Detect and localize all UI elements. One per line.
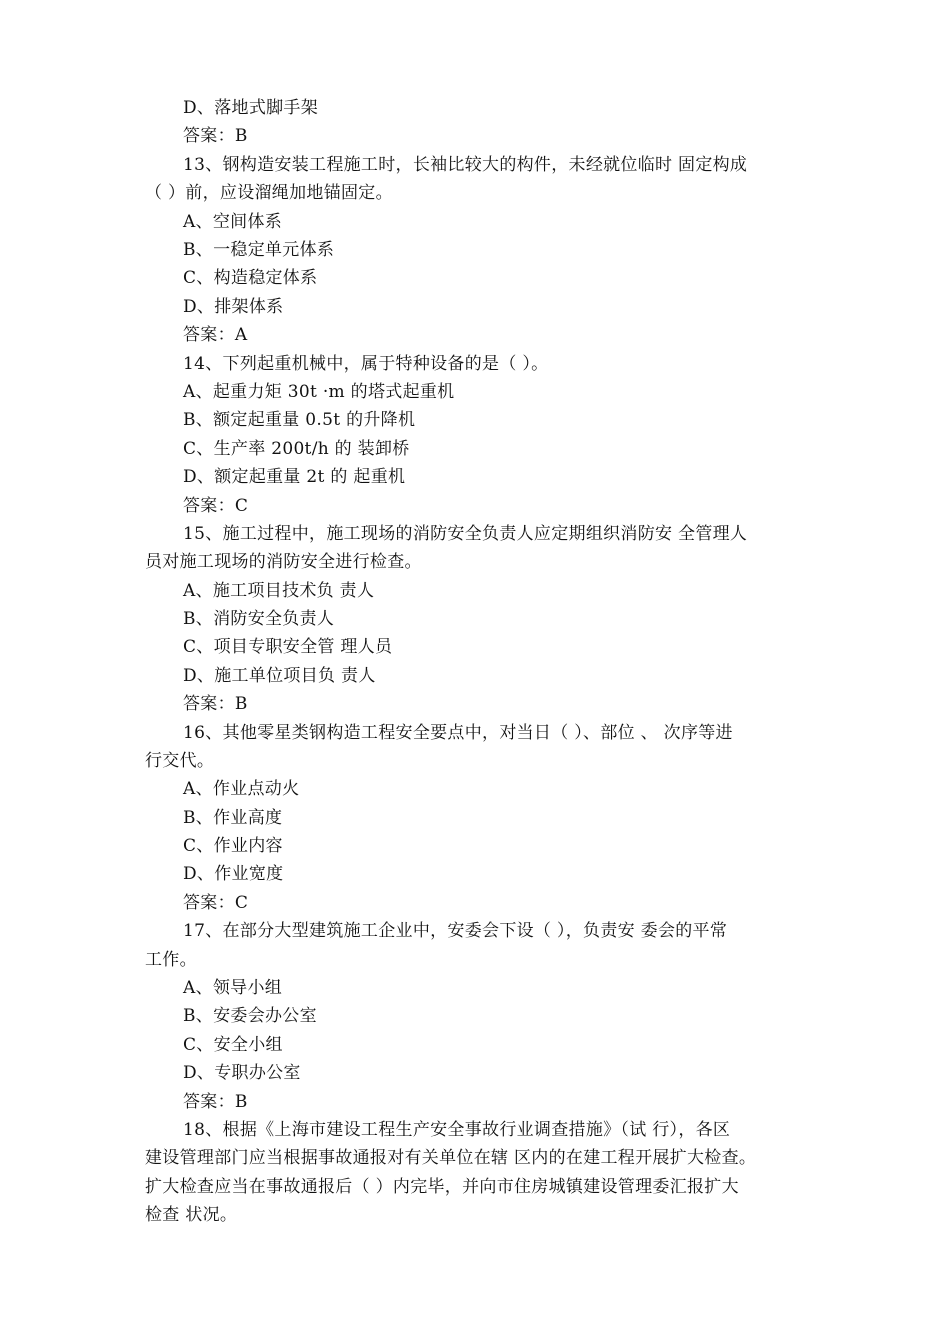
- option-b-q14: B、额定起重量 0.5t 的升降机: [183, 410, 416, 430]
- option-c-q16: C、作业内容: [183, 836, 283, 856]
- option-b-q17: B、安委会办公室: [183, 1006, 317, 1026]
- question-15-line1: 15、施工过程中，施工现场的消防安全负责人应定期组织消防安 全管理人: [183, 524, 748, 544]
- question-18-line2: 建设管理部门应当根据事故通报对有关单位在辖 区内的在建工程开展扩大检查。: [145, 1148, 757, 1168]
- question-16-line2: 行交代。: [145, 751, 215, 771]
- answer-q14: 答案：C: [183, 496, 249, 516]
- question-16-line1: 16、其他零星类钢构造工程安全要点中，对当日（ ）、部位 、 次序等进: [183, 723, 733, 743]
- option-b-q16: B、作业高度: [183, 808, 283, 828]
- option-a-q14: A、起重力矩 30t ·m 的塔式起重机: [183, 382, 455, 402]
- question-18-line4: 检查 状况。: [145, 1205, 238, 1225]
- question-13-line1: 13、钢构造安装工程施工时，长袖比较大的构件，未经就位临时 固定构成: [183, 155, 748, 175]
- option-c-q15: C、项目专职安全管 理人员: [183, 637, 393, 657]
- question-14: 14、下列起重机械中，属于特种设备的是（ ）。: [183, 354, 549, 374]
- option-d-q13: D、排架体系: [183, 297, 284, 317]
- answer-q13: 答案：A: [183, 325, 248, 345]
- option-d-q15: D、施工单位项目负 责人: [183, 666, 376, 686]
- option-a-q15: A、施工项目技术负 责人: [183, 581, 375, 601]
- option-a-q13: A、空间体系: [183, 212, 283, 232]
- question-18-line3: 扩大检查应当在事故通报后（ ）内完毕，并向市住房城镇建设管理委汇报扩大: [145, 1177, 739, 1197]
- question-17-line1: 17、在部分大型建筑施工企业中，安委会下设（ ），负责安 委会的平常: [183, 921, 728, 941]
- option-d-q12: D、落地式脚手架: [183, 98, 319, 118]
- answer-q17: 答案：B: [183, 1092, 248, 1112]
- question-13-line2: （ ）前，应设溜绳加地锚固定。: [145, 183, 393, 203]
- option-a-q16: A、作业点动火: [183, 779, 300, 799]
- question-17-line2: 工作。: [145, 950, 197, 970]
- option-a-q17: A、领导小组: [183, 978, 283, 998]
- option-d-q14: D、额定起重量 2t 的 起重机: [183, 467, 406, 487]
- option-c-q13: C、构造稳定体系: [183, 268, 318, 288]
- question-18-line1: 18、根据《上海市建设工程生产安全事故行业调查措施》（试 行），各区: [183, 1120, 731, 1140]
- option-d-q17: D、专职办公室: [183, 1063, 301, 1083]
- option-c-q14: C、生产率 200t/h 的 装卸桥: [183, 439, 410, 459]
- answer-q12: 答案：B: [183, 126, 248, 146]
- option-b-q13: B、一稳定单元体系: [183, 240, 335, 260]
- option-b-q15: B、消防安全负责人: [183, 609, 335, 629]
- question-15-line2: 员对施工现场的消防安全进行检查。: [145, 552, 422, 572]
- option-c-q17: C、安全小组: [183, 1035, 283, 1055]
- answer-q16: 答案：C: [183, 893, 249, 913]
- answer-q15: 答案：B: [183, 694, 248, 714]
- option-d-q16: D、作业宽度: [183, 864, 284, 884]
